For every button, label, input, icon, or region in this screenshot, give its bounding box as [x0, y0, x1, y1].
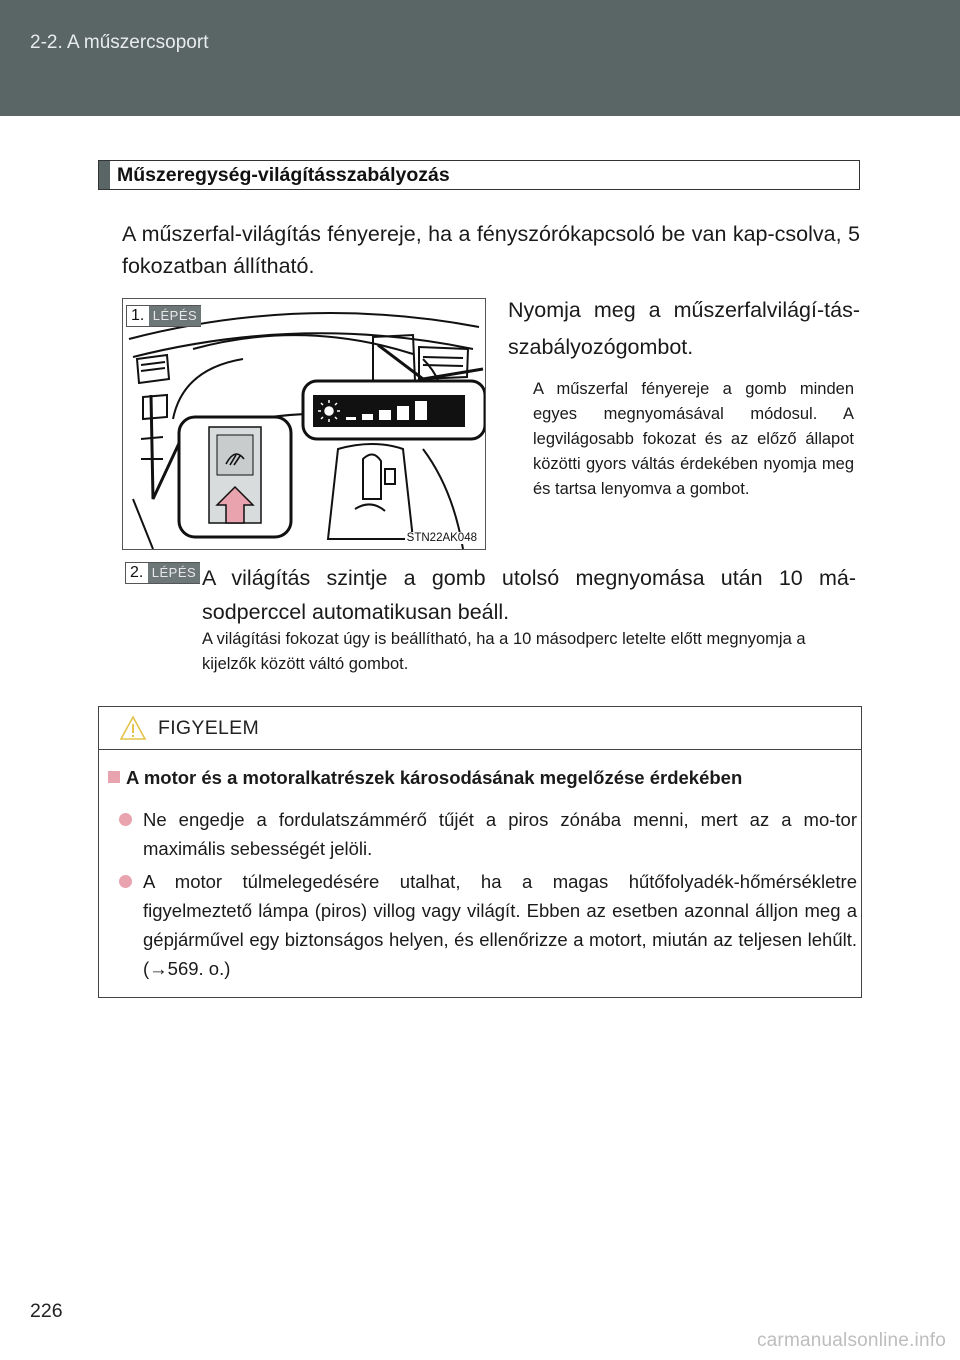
- section-title: Műszeregység-világításszabályozás: [117, 164, 450, 186]
- caution-title: [108, 767, 856, 789]
- figure-code: STN22AK048: [406, 532, 477, 544]
- bullet-icon: [119, 875, 132, 888]
- caution-item-text: Ne engedje a fordulatszámmérő tűjét a piros zónába menni, mert az a mo-tor maximális sebességét jelöli.: [143, 809, 857, 859]
- step-2-word: LÉPÉS: [148, 563, 200, 583]
- watermark: carmanualsonline.info: [756, 1330, 946, 1351]
- step-2-text: A világítás szintje a gomb utolsó megnyomása után 10 má-sodperccel automatikusan beáll.: [202, 566, 856, 624]
- step-2-note: A világítási fokozat úgy is beállítható, ha a 10 másodperc letelte előtt megnyomja a kijelzők között váltó gombot.: [202, 630, 806, 673]
- step-2-number: 2.: [130, 564, 144, 581]
- page-header: [0, 0, 960, 116]
- caution-label: FIGYELEM: [158, 717, 260, 739]
- section-marker: [99, 161, 110, 189]
- dashboard-drawing: [123, 299, 486, 550]
- caution-title-text: A motor és a motoralkatrészek károsodásának megelőzése érdekében: [126, 767, 743, 788]
- bullet-icon: [119, 813, 132, 826]
- section-heading: [98, 160, 860, 190]
- dashboard-illustration: [122, 298, 486, 550]
- caution-item-text: A motor túlmelegedésére utalhat, ha a magas hűtőfolyadék-hőmérsékletre figyelmeztető lámpa (piros) villog vagy világít. Ebben az esetben azonnal álljon meg a gépjárművel egy biztonságos helyen, és ellenőrizze a motort, miután az teljesen lehűlt. (→569. o.): [143, 871, 857, 979]
- caution-header: [99, 707, 861, 750]
- step-1-word: LÉPÉS: [149, 306, 201, 326]
- caution-item: [119, 867, 857, 983]
- caution-box: [98, 706, 862, 998]
- caution-item: [119, 805, 857, 863]
- warning-triangle-icon: [119, 715, 147, 741]
- caution-title-marker: [108, 771, 120, 783]
- step-1-text: Nyomja meg a műszerfalvilágí-tás-szabályozógombot.: [508, 298, 860, 359]
- header-section-title: 2-2. A műszercsoport: [30, 32, 209, 53]
- page-number: 226: [30, 1300, 63, 1322]
- step-1-badge: [126, 305, 201, 327]
- step-2-badge: [125, 562, 200, 584]
- step-1-number: 1.: [131, 307, 145, 324]
- intro-text: A műszerfal-világítás fényereje, ha a fényszórókapcsoló be van kap-csolva, 5 fokozatban állítható.: [122, 222, 860, 278]
- step-1-note: A műszerfal fényereje a gomb minden egyes megnyomásával módosul. A legvilágosabb fokozat és az előző állapot közötti gyors váltás érdekében nyomja meg és tartsa lenyomva a gombot.: [533, 380, 854, 498]
